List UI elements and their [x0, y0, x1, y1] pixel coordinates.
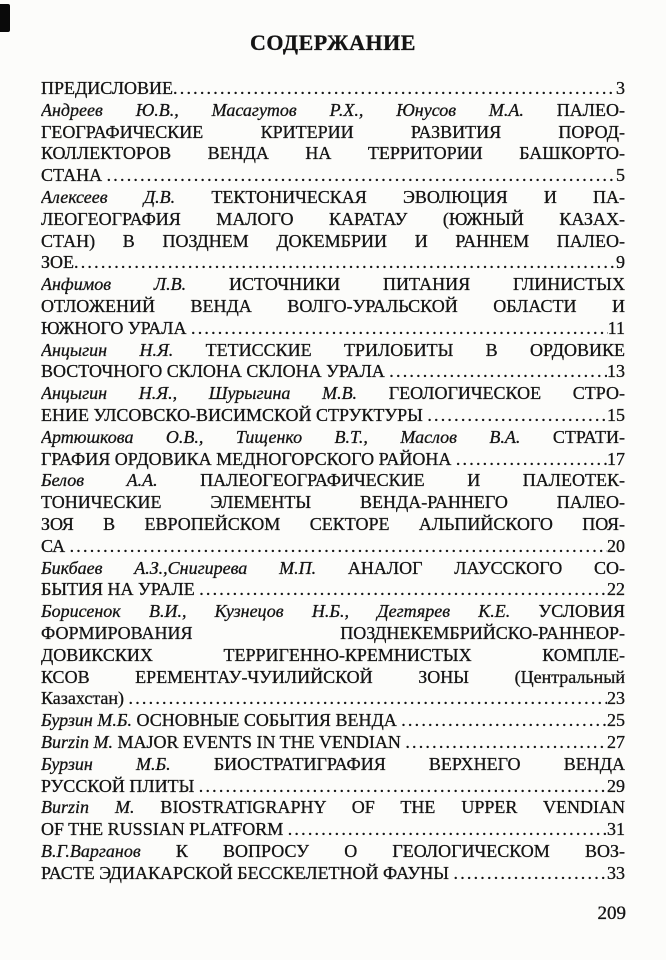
toc-entry: [41, 274, 625, 339]
toc-title-text: БЫТИЯ НА УРАЛЕ: [41, 579, 200, 600]
dot-leader: [389, 361, 607, 383]
toc-line: [41, 470, 625, 492]
dot-leader: [107, 165, 616, 187]
toc-entry: [41, 187, 625, 274]
dot-leader: [199, 776, 607, 798]
toc-title-text: К ВОПРОСУ О ГЕОЛОГИЧЕСКОМ ВОЗ-: [140, 840, 625, 861]
toc-title-text: ИСТОЧНИКИ ПИТАНИЯ ГЛИНИСТЫХ: [186, 274, 625, 295]
toc-authors: Анфимов Л.В.: [41, 274, 187, 295]
toc-authors: Бурзин М.Б.: [41, 753, 171, 774]
toc-entry: [41, 427, 625, 471]
toc-title-text: СА: [41, 535, 70, 556]
folio-page-number: 209: [597, 903, 626, 924]
toc-page-number: 17: [607, 448, 625, 469]
toc-authors: Burzin M.: [41, 731, 113, 752]
toc-line-leader: [41, 710, 625, 732]
toc-title-text: УСЛОВИЯ: [510, 601, 625, 622]
toc-line: [41, 100, 625, 122]
toc-entry: [41, 383, 625, 427]
dot-leader: [401, 710, 607, 732]
toc-title-text: ТЕКТОНИЧЕСКАЯ ЭВОЛЮЦИЯ И ПА-: [175, 186, 625, 207]
toc-title-text: ПАЛЕО-: [523, 99, 625, 120]
toc-title-text: ЕНИЕ УЛСОВСКО-ВИСИМСКОЙ СТРУКТУРЫ: [41, 404, 428, 425]
toc-title-text: ЗОЕ: [41, 252, 75, 273]
toc-page-number: 15: [607, 404, 625, 425]
toc-title-text: ГЕОГРАФИЧЕСКИЕ КРИТЕРИИ РАЗВИТИЯ ПОРОД-: [41, 121, 625, 142]
toc-entry: [41, 710, 625, 732]
toc-line-leader: [41, 361, 625, 383]
toc-line: [41, 340, 625, 362]
toc-title-text: КСОВ ЕРЕМЕНТАУ-ЧУИЛИЙСКОЙ ЗОНЫ (Центральный: [41, 666, 625, 687]
toc-title-text: ЮЖНОГО УРАЛА: [41, 317, 191, 338]
toc-authors: Анцыгин Н.Я., Шурыгина М.В.: [41, 383, 358, 404]
toc-line: [41, 558, 625, 580]
toc-line-leader: [41, 318, 625, 340]
toc-title-text: ЛЕОГЕОГРАФИЯ МАЛОГО КАРАТАУ (ЮЖНЫЙ КАЗАХ-: [41, 208, 625, 229]
toc-entry: [41, 754, 625, 798]
toc-authors: В.Г.Варганов: [41, 840, 141, 861]
toc-authors: Борисенок В.И., Кузнецов Н.Б., Дегтярев К.Е.: [41, 601, 511, 622]
toc-line-leader: [41, 688, 625, 710]
toc-title-text: СТАН) В ПОЗДНЕМ ДОКЕМБРИИ И РАННЕМ ПАЛЕО-: [41, 230, 625, 251]
toc-title-text: КОЛЛЕКТОРОВ ВЕНДА НА ТЕРРИТОРИИ БАШКОРТО-: [41, 143, 625, 164]
toc-title-text: РУССКОЙ ПЛИТЫ: [41, 775, 199, 796]
page-title: СОДЕРЖАНИЕ: [250, 30, 416, 55]
toc-line: [41, 623, 625, 645]
toc-title-text: ДОВИКСКИХ ТЕРРИГЕННО-КРЕМНИСТЫХ КОМПЛЕ-: [41, 644, 625, 665]
toc-title-text: OF THE RUSSIAN PLATFORM: [41, 819, 288, 840]
toc-title-text: ОСНОВНЫЕ СОБЫТИЯ ВЕНДА: [131, 710, 402, 731]
toc-entry: [41, 340, 625, 384]
toc-line: [41, 841, 625, 863]
toc-line: [41, 122, 625, 144]
toc-page-number: 20: [607, 535, 625, 556]
toc-line: [41, 797, 625, 819]
toc-line: [41, 143, 625, 165]
toc-title-text: ПАЛЕОГЕОГРАФИЧЕСКИЕ И ПАЛЕОТЕК-: [157, 470, 625, 491]
toc-page-number: 23: [607, 688, 625, 709]
toc-page-number: 22: [607, 579, 625, 600]
toc-title-text: ФОРМИРОВАНИЯ ПОЗДНЕКЕМБРИЙСКО-РАННЕОР-: [41, 622, 625, 643]
toc-line: [41, 667, 625, 689]
toc-line-leader: [41, 536, 625, 558]
toc-line-leader: [41, 819, 625, 841]
toc-authors: Анцыгин Н.Я.: [41, 339, 174, 360]
toc-line: [41, 427, 625, 449]
toc-title-text: Казахстан): [41, 688, 129, 709]
toc-line-leader: [41, 252, 625, 274]
dot-leader: [405, 732, 607, 754]
toc-title-text: BIOSTRATIGRAPHY OF THE UPPER VENDIAN: [134, 797, 625, 818]
toc-line: [41, 187, 625, 209]
toc-entry: [41, 558, 625, 602]
toc-page-number: 3: [616, 78, 625, 98]
toc-page-number: 27: [607, 731, 625, 752]
dot-leader: [191, 318, 608, 340]
toc-page-number: 11: [607, 317, 625, 338]
dot-leader: [199, 579, 607, 601]
toc-page-number: 25: [607, 710, 625, 731]
dot-leader: [454, 863, 608, 885]
toc-line-leader: [41, 449, 625, 471]
toc-line: [41, 274, 625, 296]
toc-page-number: 31: [607, 819, 625, 840]
toc-title-text: ТОНИЧЕСКИЕ ЭЛЕМЕНТЫ ВЕНДА-РАННЕГО ПАЛЕО-: [41, 492, 625, 513]
toc-page-number: 5: [616, 165, 625, 186]
toc-entry: [41, 470, 625, 557]
toc-title-text: РАСТЕ ЭДИАКАРСКОЙ БЕССКЕЛЕТНОЙ ФАУНЫ: [41, 862, 454, 883]
toc-title-text: СТРАТИ-: [520, 426, 625, 447]
toc-title-text: ТЕТИССКИЕ ТРИЛОБИТЫ В ОРДОВИКЕ: [173, 339, 625, 360]
toc-entry: [41, 797, 625, 841]
toc-line: [41, 383, 625, 405]
dot-leader: [427, 405, 607, 427]
toc-title-text: АНАЛОГ ЛАУССКОГО СО-: [316, 557, 625, 578]
toc-line-leader: [41, 863, 625, 885]
toc-line: [41, 231, 625, 253]
toc-title-text: СТАНА: [41, 165, 107, 186]
dot-leader: [288, 819, 607, 841]
toc-title-text: ПРЕДИСЛОВИЕ: [41, 78, 174, 98]
scan-artifact-mark: [0, 4, 10, 32]
toc-line: [41, 645, 625, 667]
toc-line: [41, 296, 625, 318]
toc-line: [41, 601, 625, 623]
toc-title-text: MAJOR EVENTS IN THE VENDIAN: [113, 731, 406, 752]
toc-entry: [41, 732, 625, 754]
toc-title-text: ГЕОЛОГИЧЕСКОЕ СТРО-: [357, 383, 625, 404]
toc-line-leader: [41, 165, 625, 187]
dot-leader: [173, 78, 616, 100]
toc-line: [41, 514, 625, 536]
toc-title-text: ОТЛОЖЕНИЙ ВЕНДА ВОЛГО-УРАЛЬСКОЙ ОБЛАСТИ И: [41, 295, 625, 316]
toc-page-number: 13: [607, 361, 625, 382]
toc-title-text: БИОСТРАТИГРАФИЯ ВЕРХНЕГО ВЕНДА: [170, 753, 625, 774]
dot-leader: [74, 252, 616, 274]
toc-line-leader: [41, 405, 625, 427]
toc-entry: [41, 841, 625, 885]
toc-entry: [41, 78, 625, 100]
toc-line-leader: [41, 776, 625, 798]
toc-line-leader: [41, 579, 625, 601]
toc-authors: Андреев Ю.В., Масагутов Р.Х., Юнусов М.А.: [41, 99, 524, 120]
toc-page-number: 29: [607, 775, 625, 796]
toc-entry: [41, 100, 625, 187]
toc-line: [41, 209, 625, 231]
toc-title-text: ЗОЯ В ЕВРОПЕЙСКОМ СЕКТОРЕ АЛЬПИЙСКОГО ПОЯ-: [41, 513, 625, 534]
dot-leader: [456, 449, 607, 471]
toc-authors: Бикбаев А.З.,Снигирева М.П.: [41, 557, 317, 578]
toc-list: [41, 78, 625, 884]
toc-authors: Алексеев Д.В.: [41, 186, 176, 207]
dot-leader: [70, 536, 607, 558]
toc-line-leader: [41, 78, 625, 100]
dot-leader: [129, 688, 607, 710]
toc-authors: Белов А.А.: [41, 470, 158, 491]
toc-line-leader: [41, 732, 625, 754]
toc-title-text: ГРАФИЯ ОРДОВИКА МЕДНОГОРСКОГО РАЙОНА: [41, 448, 456, 469]
toc-title-text: ВОСТОЧНОГО СКЛОНА СКЛОНА УРАЛА: [41, 361, 390, 382]
toc-authors: Бурзин М.Б.: [41, 710, 132, 731]
toc-line: [41, 492, 625, 514]
toc-page-number: 9: [616, 252, 625, 273]
toc-authors: Артюшкова О.В., Тищенко В.Т., Маслов В.А.: [41, 426, 521, 447]
toc-page-number: 33: [607, 862, 625, 883]
toc-authors: Burzin M.: [41, 797, 135, 818]
toc-line: [41, 754, 625, 776]
toc-entry: [41, 601, 625, 710]
